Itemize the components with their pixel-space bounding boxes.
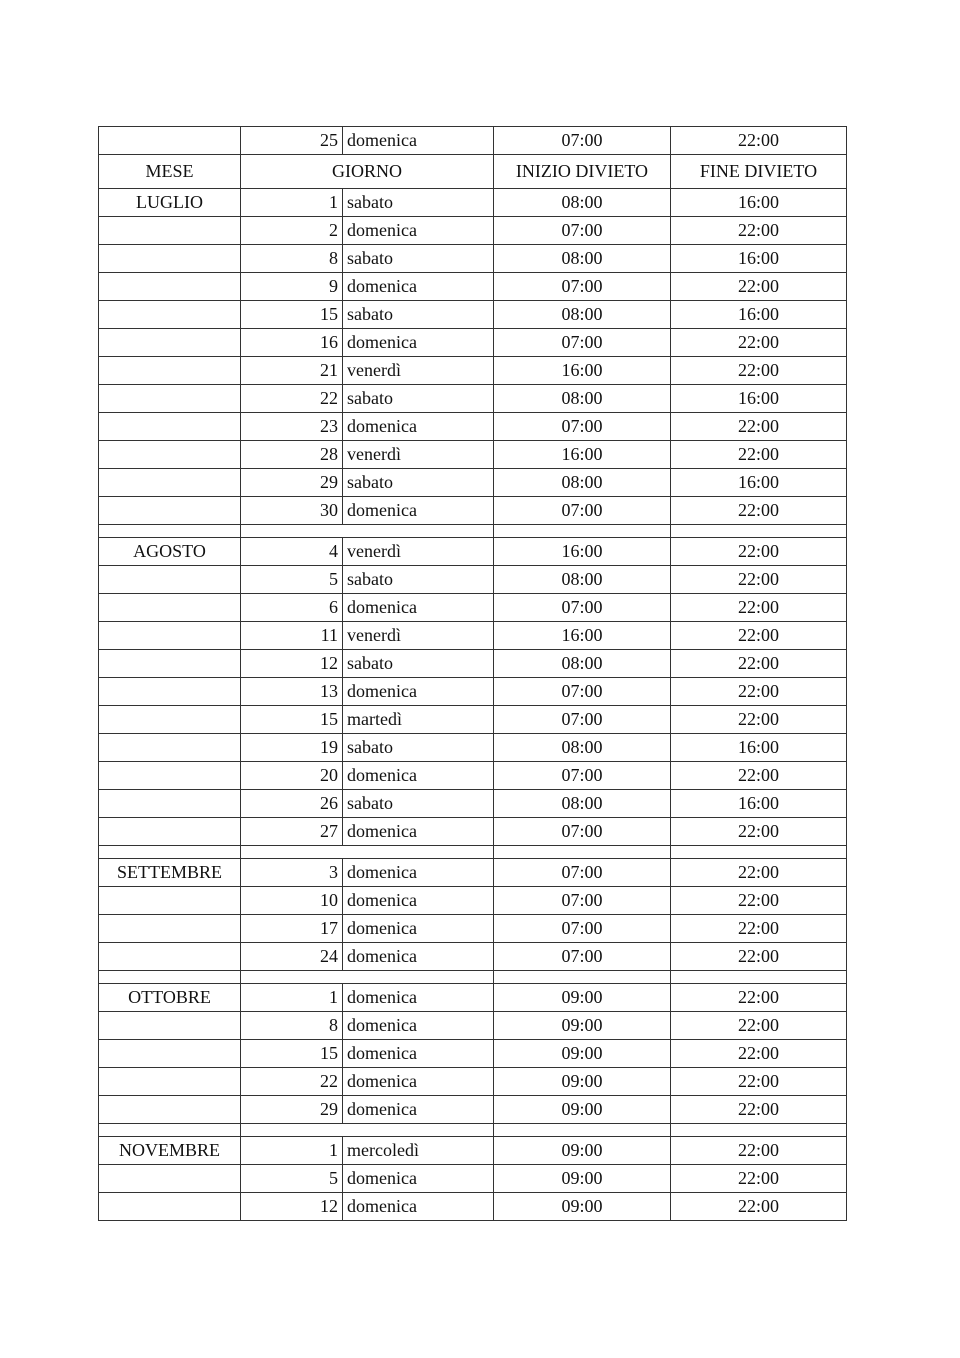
start-time-cell: 08:00: [494, 734, 671, 762]
header-inizio-divieto: INIZIO DIVIETO: [494, 155, 671, 189]
day-number-cell: 15: [241, 301, 343, 329]
day-number-cell: 8: [241, 1012, 343, 1040]
end-time-cell: 22:00: [671, 1096, 847, 1124]
table-row: [99, 818, 847, 846]
day-number-cell: 11: [241, 622, 343, 650]
end-time-cell: 16:00: [671, 734, 847, 762]
table-row: [99, 859, 847, 887]
day-number-cell: 1: [241, 984, 343, 1012]
month-cell: [99, 441, 241, 469]
month-cell: [99, 357, 241, 385]
header-mese: MESE: [99, 155, 241, 189]
spacer-cell: [494, 971, 671, 984]
spacer-cell: [671, 1124, 847, 1137]
end-time-cell: 22:00: [671, 217, 847, 245]
header-fine-divieto: FINE DIVIETO: [671, 155, 847, 189]
day-number-cell: 24: [241, 943, 343, 971]
spacer-cell: [241, 846, 494, 859]
weekday-cell: domenica: [343, 413, 494, 441]
start-time-cell: 09:00: [494, 1040, 671, 1068]
start-time-cell: 09:00: [494, 1193, 671, 1221]
weekday-cell: domenica: [343, 859, 494, 887]
table-row: [99, 734, 847, 762]
end-time-cell: 22:00: [671, 329, 847, 357]
start-time-cell: 07:00: [494, 915, 671, 943]
start-time-cell: 07:00: [494, 413, 671, 441]
weekday-cell: sabato: [343, 650, 494, 678]
table-row: [99, 1137, 847, 1165]
day-number-cell: 29: [241, 469, 343, 497]
carry-end-time: 22:00: [671, 127, 847, 155]
table-row: [99, 538, 847, 566]
month-cell: [99, 1165, 241, 1193]
weekday-cell: martedì: [343, 706, 494, 734]
weekday-cell: domenica: [343, 273, 494, 301]
weekday-cell: domenica: [343, 1165, 494, 1193]
table-row: [99, 943, 847, 971]
weekday-cell: domenica: [343, 1068, 494, 1096]
end-time-cell: 16:00: [671, 385, 847, 413]
month-cell: [99, 245, 241, 273]
month-cell: [99, 217, 241, 245]
month-cell: [99, 706, 241, 734]
day-number-cell: 1: [241, 1137, 343, 1165]
end-time-cell: 22:00: [671, 1040, 847, 1068]
section-spacer-row: [99, 525, 847, 538]
start-time-cell: 16:00: [494, 441, 671, 469]
weekday-cell: sabato: [343, 790, 494, 818]
day-number-cell: 5: [241, 566, 343, 594]
weekday-cell: mercoledì: [343, 1137, 494, 1165]
spacer-cell: [671, 971, 847, 984]
day-number-cell: 30: [241, 497, 343, 525]
spacer-cell: [99, 525, 241, 538]
weekday-cell: domenica: [343, 497, 494, 525]
day-number-cell: 8: [241, 245, 343, 273]
start-time-cell: 09:00: [494, 1137, 671, 1165]
day-number-cell: 1: [241, 189, 343, 217]
month-cell: [99, 1040, 241, 1068]
weekday-cell: sabato: [343, 469, 494, 497]
weekday-cell: domenica: [343, 1096, 494, 1124]
month-cell: [99, 734, 241, 762]
spacer-cell: [671, 525, 847, 538]
month-cell: SETTEMBRE: [99, 859, 241, 887]
start-time-cell: 07:00: [494, 329, 671, 357]
table-row: [99, 273, 847, 301]
start-time-cell: 07:00: [494, 859, 671, 887]
end-time-cell: 16:00: [671, 189, 847, 217]
section-spacer-row: [99, 1124, 847, 1137]
end-time-cell: 22:00: [671, 273, 847, 301]
weekday-cell: domenica: [343, 915, 494, 943]
table-row: [99, 469, 847, 497]
weekday-cell: domenica: [343, 1040, 494, 1068]
month-cell: [99, 790, 241, 818]
end-time-cell: 22:00: [671, 622, 847, 650]
start-time-cell: 08:00: [494, 790, 671, 818]
header-row: [99, 155, 847, 189]
weekday-cell: venerdì: [343, 538, 494, 566]
start-time-cell: 09:00: [494, 1165, 671, 1193]
table-row: [99, 329, 847, 357]
table-row: [99, 441, 847, 469]
end-time-cell: 16:00: [671, 301, 847, 329]
month-cell: [99, 1068, 241, 1096]
month-cell: [99, 329, 241, 357]
weekday-cell: sabato: [343, 566, 494, 594]
carry-start-time: 07:00: [494, 127, 671, 155]
start-time-cell: 09:00: [494, 1068, 671, 1096]
table-row: [99, 887, 847, 915]
day-number-cell: 20: [241, 762, 343, 790]
day-number-cell: 19: [241, 734, 343, 762]
start-time-cell: 08:00: [494, 245, 671, 273]
weekday-cell: domenica: [343, 594, 494, 622]
start-time-cell: 08:00: [494, 385, 671, 413]
end-time-cell: 22:00: [671, 594, 847, 622]
weekday-cell: domenica: [343, 818, 494, 846]
table-row: [99, 1012, 847, 1040]
carry-day-number: 25: [241, 127, 343, 155]
day-number-cell: 10: [241, 887, 343, 915]
spacer-cell: [494, 846, 671, 859]
end-time-cell: 22:00: [671, 887, 847, 915]
month-cell: [99, 943, 241, 971]
carry-month-cell: [99, 127, 241, 155]
table-row: [99, 1165, 847, 1193]
table-row: [99, 984, 847, 1012]
start-time-cell: 07:00: [494, 762, 671, 790]
start-time-cell: 07:00: [494, 217, 671, 245]
month-cell: [99, 413, 241, 441]
end-time-cell: 22:00: [671, 706, 847, 734]
start-time-cell: 16:00: [494, 622, 671, 650]
start-time-cell: 07:00: [494, 887, 671, 915]
start-time-cell: 09:00: [494, 984, 671, 1012]
table-row: [99, 762, 847, 790]
day-number-cell: 3: [241, 859, 343, 887]
table-row: [99, 1096, 847, 1124]
day-number-cell: 22: [241, 1068, 343, 1096]
carry-weekday: domenica: [343, 127, 494, 155]
day-number-cell: 26: [241, 790, 343, 818]
schedule-table-body: [99, 127, 847, 1221]
weekday-cell: domenica: [343, 329, 494, 357]
month-cell: [99, 566, 241, 594]
start-time-cell: 08:00: [494, 650, 671, 678]
weekday-cell: domenica: [343, 887, 494, 915]
month-cell: [99, 762, 241, 790]
month-cell: [99, 1096, 241, 1124]
month-cell: [99, 1012, 241, 1040]
start-time-cell: 07:00: [494, 273, 671, 301]
end-time-cell: 22:00: [671, 566, 847, 594]
month-cell: [99, 650, 241, 678]
table-row: [99, 1193, 847, 1221]
end-time-cell: 22:00: [671, 1165, 847, 1193]
spacer-cell: [241, 971, 494, 984]
month-cell: OTTOBRE: [99, 984, 241, 1012]
start-time-cell: 07:00: [494, 818, 671, 846]
table-row: [99, 217, 847, 245]
start-time-cell: 07:00: [494, 594, 671, 622]
weekday-cell: venerdì: [343, 441, 494, 469]
day-number-cell: 27: [241, 818, 343, 846]
day-number-cell: 6: [241, 594, 343, 622]
section-spacer-row: [99, 971, 847, 984]
month-cell: [99, 678, 241, 706]
day-number-cell: 21: [241, 357, 343, 385]
weekday-cell: venerdì: [343, 357, 494, 385]
end-time-cell: 22:00: [671, 357, 847, 385]
end-time-cell: 22:00: [671, 762, 847, 790]
weekday-cell: sabato: [343, 301, 494, 329]
day-number-cell: 9: [241, 273, 343, 301]
start-time-cell: 07:00: [494, 706, 671, 734]
end-time-cell: 16:00: [671, 245, 847, 273]
end-time-cell: 22:00: [671, 1068, 847, 1096]
table-row: [99, 1040, 847, 1068]
weekday-cell: domenica: [343, 1193, 494, 1221]
end-time-cell: 16:00: [671, 469, 847, 497]
end-time-cell: 22:00: [671, 441, 847, 469]
table-row: [99, 566, 847, 594]
spacer-cell: [671, 846, 847, 859]
carry-row: [99, 127, 847, 155]
start-time-cell: 07:00: [494, 497, 671, 525]
day-number-cell: 15: [241, 1040, 343, 1068]
day-number-cell: 15: [241, 706, 343, 734]
end-time-cell: 22:00: [671, 818, 847, 846]
table-row: [99, 1068, 847, 1096]
spacer-cell: [99, 971, 241, 984]
table-row: [99, 301, 847, 329]
month-cell: [99, 818, 241, 846]
weekday-cell: domenica: [343, 762, 494, 790]
spacer-cell: [494, 525, 671, 538]
day-number-cell: 12: [241, 650, 343, 678]
end-time-cell: 16:00: [671, 790, 847, 818]
month-cell: [99, 1193, 241, 1221]
end-time-cell: 22:00: [671, 1193, 847, 1221]
start-time-cell: 16:00: [494, 538, 671, 566]
end-time-cell: 22:00: [671, 678, 847, 706]
start-time-cell: 07:00: [494, 943, 671, 971]
weekday-cell: domenica: [343, 217, 494, 245]
day-number-cell: 2: [241, 217, 343, 245]
day-number-cell: 12: [241, 1193, 343, 1221]
month-cell: [99, 497, 241, 525]
start-time-cell: 08:00: [494, 301, 671, 329]
table-row: [99, 706, 847, 734]
month-cell: AGOSTO: [99, 538, 241, 566]
end-time-cell: 22:00: [671, 859, 847, 887]
end-time-cell: 22:00: [671, 915, 847, 943]
weekday-cell: sabato: [343, 734, 494, 762]
day-number-cell: 22: [241, 385, 343, 413]
weekday-cell: sabato: [343, 385, 494, 413]
end-time-cell: 22:00: [671, 1137, 847, 1165]
end-time-cell: 22:00: [671, 497, 847, 525]
table-row: [99, 385, 847, 413]
day-number-cell: 16: [241, 329, 343, 357]
month-cell: [99, 385, 241, 413]
day-number-cell: 23: [241, 413, 343, 441]
table-row: [99, 650, 847, 678]
start-time-cell: 08:00: [494, 566, 671, 594]
month-cell: [99, 273, 241, 301]
spacer-cell: [99, 846, 241, 859]
day-number-cell: 5: [241, 1165, 343, 1193]
end-time-cell: 22:00: [671, 650, 847, 678]
spacer-cell: [494, 1124, 671, 1137]
table-row: [99, 189, 847, 217]
start-time-cell: 08:00: [494, 469, 671, 497]
spacer-cell: [99, 1124, 241, 1137]
table-row: [99, 497, 847, 525]
weekday-cell: domenica: [343, 943, 494, 971]
day-number-cell: 13: [241, 678, 343, 706]
end-time-cell: 22:00: [671, 984, 847, 1012]
month-cell: [99, 301, 241, 329]
table-row: [99, 357, 847, 385]
month-cell: [99, 622, 241, 650]
end-time-cell: 22:00: [671, 538, 847, 566]
table-row: [99, 622, 847, 650]
start-time-cell: 08:00: [494, 189, 671, 217]
section-spacer-row: [99, 846, 847, 859]
month-cell: LUGLIO: [99, 189, 241, 217]
table-row: [99, 413, 847, 441]
table-row: [99, 915, 847, 943]
header-giorno: GIORNO: [241, 155, 494, 189]
day-number-cell: 28: [241, 441, 343, 469]
month-cell: [99, 594, 241, 622]
weekday-cell: venerdì: [343, 622, 494, 650]
day-number-cell: 29: [241, 1096, 343, 1124]
end-time-cell: 22:00: [671, 413, 847, 441]
table-row: [99, 594, 847, 622]
end-time-cell: 22:00: [671, 943, 847, 971]
day-number-cell: 17: [241, 915, 343, 943]
start-time-cell: 16:00: [494, 357, 671, 385]
weekday-cell: domenica: [343, 678, 494, 706]
start-time-cell: 07:00: [494, 678, 671, 706]
month-cell: [99, 915, 241, 943]
start-time-cell: 09:00: [494, 1012, 671, 1040]
weekday-cell: sabato: [343, 245, 494, 273]
table-row: [99, 790, 847, 818]
weekday-cell: domenica: [343, 1012, 494, 1040]
month-cell: [99, 887, 241, 915]
month-cell: NOVEMBRE: [99, 1137, 241, 1165]
weekday-cell: sabato: [343, 189, 494, 217]
start-time-cell: 09:00: [494, 1096, 671, 1124]
month-cell: [99, 469, 241, 497]
end-time-cell: 22:00: [671, 1012, 847, 1040]
table-row: [99, 245, 847, 273]
schedule-table: [98, 126, 847, 1221]
spacer-cell: [241, 1124, 494, 1137]
day-number-cell: 4: [241, 538, 343, 566]
table-row: [99, 678, 847, 706]
weekday-cell: domenica: [343, 984, 494, 1012]
spacer-cell: [241, 525, 494, 538]
